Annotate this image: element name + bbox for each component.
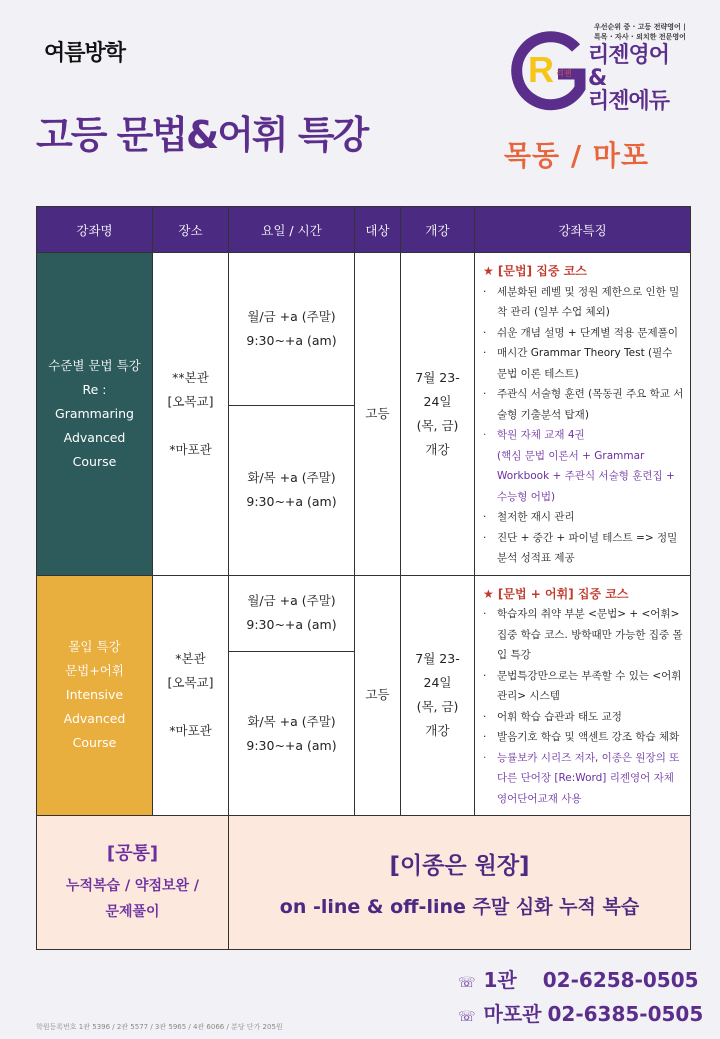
time-line: 화/목 +a (주말) <box>247 713 336 729</box>
feature-text: 학원 자체 교재 4권 <box>497 429 585 441</box>
feature-item <box>483 727 684 748</box>
start-line: 7월 23- <box>415 651 460 667</box>
registration-info: 학원등록번호 1관 5396 / 2관 5577 / 3관 5965 / 4관 6066 / 분당 단가 205원 <box>36 1023 283 1031</box>
course-name-line: Grammaring <box>55 405 134 421</box>
header-target: 대상 <box>355 207 401 253</box>
start-cell <box>401 253 475 576</box>
time-cell <box>229 575 355 652</box>
time-cell <box>229 406 355 575</box>
common-row <box>37 816 691 950</box>
bullet-icon: · <box>483 608 487 620</box>
start-line: 24일 <box>423 393 452 409</box>
place-line: *마포관 <box>169 723 212 739</box>
phone-icon: ☏ <box>458 975 476 991</box>
bullet-icon: · <box>483 429 487 441</box>
feature-item <box>483 666 684 707</box>
header-time: 요일 / 시간 <box>229 207 355 253</box>
director-title: [이종은 원장] <box>389 852 530 879</box>
start-line: 개강 <box>425 723 450 739</box>
course-name-cell <box>37 253 153 576</box>
page-title: 고등 문법&어휘 특강 <box>36 113 368 157</box>
header-start: 개강 <box>401 207 475 253</box>
time-line: 화/목 +a (주말) <box>247 470 336 486</box>
bullet-icon: · <box>483 285 487 298</box>
feature-item <box>483 425 684 446</box>
start-line: 7월 23- <box>415 369 460 385</box>
logo-name-line1: 리젠영어 <box>588 43 670 68</box>
bullet-icon <box>483 446 497 508</box>
contact-number[interactable]: 02-6258-0505 <box>542 968 699 992</box>
feature-head: ★ [문법 + 어휘] 집중 코스 <box>483 586 629 601</box>
place-cell <box>153 575 229 816</box>
course-name-line: Advanced <box>63 429 126 445</box>
feature-text: 진단 + 중간 + 파이널 테스트 => 정밀 분석 성적표 제공 <box>497 531 678 564</box>
logo-tagline-line1: 우선순위 중 · 고등 전략영어 | <box>594 23 686 31</box>
start-cell <box>401 575 475 816</box>
feature-item <box>483 707 684 728</box>
logo-mark-letter: R <box>528 49 554 90</box>
feature-text: 어휘 학습 습관과 태도 교정 <box>497 710 622 723</box>
bullet-icon: · <box>483 751 487 764</box>
time-line: 월/금 +a (주말) <box>247 309 336 325</box>
feature-text: 발음기호 학습 및 액센트 강조 학습 체화 <box>497 731 680 743</box>
feature-list <box>483 604 684 809</box>
place-cell <box>153 253 229 576</box>
start-line: (목, 금) <box>416 699 459 715</box>
course-name-line: 수준별 문법 특강 <box>48 357 141 373</box>
start-line: 24일 <box>423 675 452 691</box>
feature-list <box>483 282 684 569</box>
table-row <box>37 253 691 406</box>
time-line: 9:30~+a (am) <box>246 494 337 510</box>
bullet-icon: · <box>483 710 487 723</box>
contact-label: 마포관 <box>483 1002 542 1026</box>
feature-head: ★ [문법] 집중 코스 <box>483 264 587 278</box>
course-name-line: 문법+어휘 <box>65 663 124 679</box>
time-cell <box>229 253 355 406</box>
start-line: 개강 <box>425 441 450 457</box>
time-line: 월/금 +a (주말) <box>247 593 336 609</box>
place-spacer <box>153 695 228 719</box>
course-name-line: Re : <box>82 381 107 397</box>
time-line: 9:30~+a (am) <box>246 737 337 753</box>
bullet-icon: · <box>483 731 487 743</box>
contact-label: 1관 <box>483 968 517 992</box>
table-header-row <box>37 207 691 253</box>
course-name-line: Course <box>72 735 117 751</box>
common-right-cell <box>229 816 691 950</box>
bullet-icon: · <box>483 531 487 544</box>
feature-item <box>483 446 684 508</box>
feature-item <box>483 528 684 569</box>
header-features: 강좌특징 <box>475 207 691 253</box>
header-place: 장소 <box>153 207 229 253</box>
common-title: [공통] <box>106 842 159 864</box>
feature-item <box>483 507 684 528</box>
bullet-icon: · <box>483 326 487 339</box>
feature-text: 철저한 재시 관리 <box>497 511 575 523</box>
contact-number[interactable]: 02-6385-0505 <box>547 1002 704 1026</box>
feature-text: 주관식 서술형 훈련 (목동권 주요 학교 서술형 기출분석 탑재) <box>497 388 684 421</box>
target-cell: 고등 <box>355 575 401 816</box>
bullet-icon: · <box>483 347 487 359</box>
time-cell <box>229 652 355 816</box>
start-line: (목, 금) <box>416 417 459 433</box>
phone-icon: ☏ <box>458 1009 476 1025</box>
feature-text: 문법특강만으로는 부족할 수 있는 <어휘 관리> 시스템 <box>497 669 682 702</box>
feature-item <box>483 323 684 344</box>
table-row <box>37 575 691 652</box>
course-name-cell <box>37 575 153 816</box>
bullet-icon: · <box>483 511 487 523</box>
feature-item <box>483 384 684 425</box>
director-sub: on -line & off-line 주말 심화 누적 복습 <box>279 895 640 918</box>
feature-text: 학습자의 취약 부분 <문법> + <어휘> 집중 학습 코스. 방학때만 가능한 집중 몰입 특강 <box>497 608 683 661</box>
course-name-line: 몰입 특강 <box>68 639 121 655</box>
place-line: *마포관 <box>169 441 212 457</box>
common-line: 문제풀이 <box>105 903 160 920</box>
logo-name-line3: 리젠에듀 <box>588 89 670 114</box>
feature-text: 쉬운 개념 설명 + 단계별 적용 문제풀이 <box>497 326 678 339</box>
course-name-line: Course <box>72 453 117 469</box>
feature-item <box>483 343 684 384</box>
contact-line <box>458 998 703 1027</box>
feature-item <box>483 604 684 666</box>
feature-text: 매시간 Grammar Theory Test (필수 문법 이론 테스트) <box>497 347 673 380</box>
bullet-icon: · <box>483 388 487 400</box>
place-line: [오목교] <box>167 675 214 691</box>
time-line: 9:30~+a (am) <box>246 333 337 349</box>
logo-tagline-line2: 특목 · 자사 · 외치한 전문영어 <box>594 33 686 41</box>
common-line: 누적복습 / 약점보완 / <box>65 877 200 894</box>
target-cell: 고등 <box>355 253 401 576</box>
place-line: *본관 <box>175 651 206 667</box>
feature-text: (핵심 문법 이론서 + Grammar Workbook + 주관식 서술형 훈련집 + 수능형 어법) <box>497 449 675 503</box>
common-left-cell <box>37 816 229 950</box>
course-table <box>36 206 691 950</box>
course-name-line: Intensive <box>65 687 124 703</box>
contact-line <box>458 964 699 993</box>
place-line: [오목교] <box>167 393 214 409</box>
place-spacer <box>153 414 228 438</box>
header-course-name: 강좌명 <box>37 207 153 253</box>
course-name-line: Advanced <box>63 711 126 727</box>
feature-text: 세분화된 레벨 및 정원 제한으로 인한 밀착 관리 (일부 수업 체외) <box>497 285 680 318</box>
header-subtitle: 여름방학 <box>44 41 126 66</box>
feature-item <box>483 748 684 810</box>
feature-item <box>483 282 684 323</box>
logo-mark-small: 리젠 <box>556 69 572 78</box>
features-cell <box>475 575 691 816</box>
place-line: **본관 <box>172 369 209 385</box>
logo-name-line2: & <box>588 66 607 91</box>
bullet-icon: · <box>483 669 487 682</box>
location-tag: 목동 / 마포 <box>504 139 649 172</box>
logo-name <box>588 44 669 113</box>
time-line: 9:30~+a (am) <box>246 617 337 633</box>
logo-tagline <box>594 22 714 42</box>
features-cell <box>475 253 691 576</box>
feature-text: 능률보카 시리즈 저자, 이종은 원장의 또 다른 단어장 [Re:Word] 리젠영어 자체 영어단어교재 사용 <box>497 751 680 805</box>
